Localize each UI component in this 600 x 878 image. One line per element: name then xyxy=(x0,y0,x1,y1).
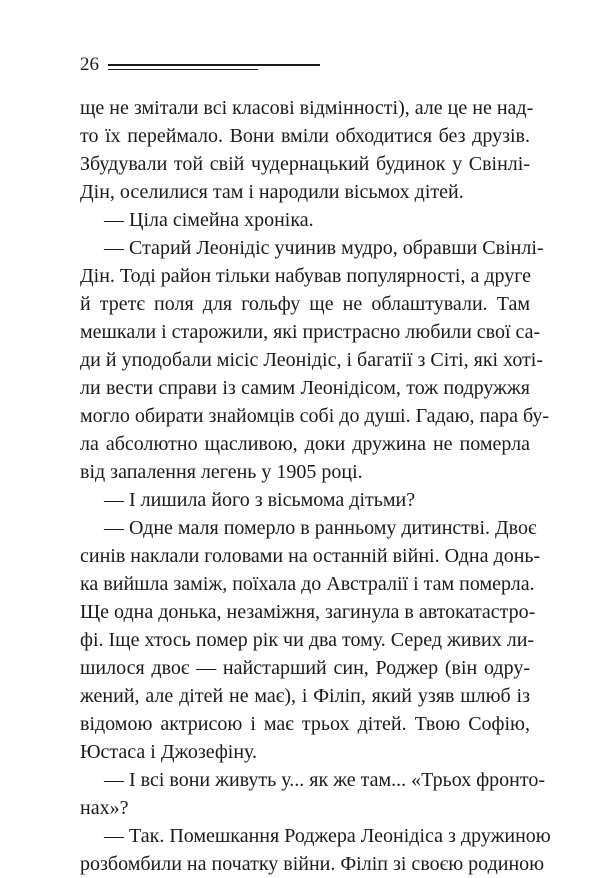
text-line: ли вести справи із самим Леонідісом, тож подружжя xyxy=(80,377,530,399)
text-line: — І лишила його з вісьмома дітьми? xyxy=(104,489,416,511)
text-line: Збудували той свій чудернацький будинок у Свінлі- xyxy=(80,153,530,175)
header-rule-thick xyxy=(108,64,320,66)
text-line: — Ціла сімейна хроніка. xyxy=(104,209,314,231)
text-line: шилося двоє — найстарший син, Роджер (він одру- xyxy=(80,657,530,679)
text-line: ка вийшла заміж, поїхала до Австралії і там померла. xyxy=(80,573,535,595)
header-rule-thin xyxy=(108,69,258,70)
text-line: нах»? xyxy=(80,797,129,819)
text-line: ще не змітали всі класові відмінності), але це не над- xyxy=(80,97,534,119)
text-line: ла абсолютно щасливою, доки дружина не померла xyxy=(80,433,530,455)
text-line: фі. Іще хтось помер рік чи два тому. Серед живих ли- xyxy=(80,629,535,651)
text-line: Дін. Тоді район тільки набував популярності, а друге xyxy=(80,265,532,287)
text-line: — І всі вони живуть у... як же там... «Трьох фронто- xyxy=(104,769,546,791)
text-line: й третє поля для гольфу ще не облаштували. Там xyxy=(80,293,530,315)
text-line: — Так. Помешкання Роджера Леонідіса з дружиною xyxy=(104,825,551,847)
body-text xyxy=(80,94,551,878)
text-line: — Одне маля померло в ранньому дитинстві. Двоє xyxy=(104,517,537,539)
text-line: синів наклали головами на останній війні. Одна донь- xyxy=(80,545,541,567)
text-line: Ще одна донька, незаміжня, загинула в автокатастро- xyxy=(80,601,536,623)
text-line: Юстаса і Джозефіну. xyxy=(80,741,258,763)
text-line: могло обирати знайомців собі до душі. Гадаю, пара бу- xyxy=(80,405,550,427)
text-line: відомою актрисою і має трьох дітей. Твою Софію, xyxy=(80,713,530,735)
text-line: жений, але дітей не має), і Філіп, який узяв шлюб із xyxy=(80,685,530,707)
text-line: ди й уподобали місіс Леонідіс, і багатії з Сіті, які хоті- xyxy=(80,349,544,371)
page-header xyxy=(80,52,320,82)
text-line: розбомбили на початку війни. Філіп зі своєю родиною xyxy=(80,853,545,875)
page-number: 26 xyxy=(80,54,99,75)
text-line: від запалення легень у 1905 році. xyxy=(80,461,363,483)
text-line: мешкали і старожили, які пристрасно любили свої са- xyxy=(80,321,541,343)
text-line: — Старий Леонідіс учинив мудро, обравши Свінлі- xyxy=(104,237,544,259)
text-line: то їх переймало. Вони вміли обходитися без друзів. xyxy=(80,125,530,147)
text-line: Дін, оселилися там і народили вісьмох дітей. xyxy=(80,181,464,203)
